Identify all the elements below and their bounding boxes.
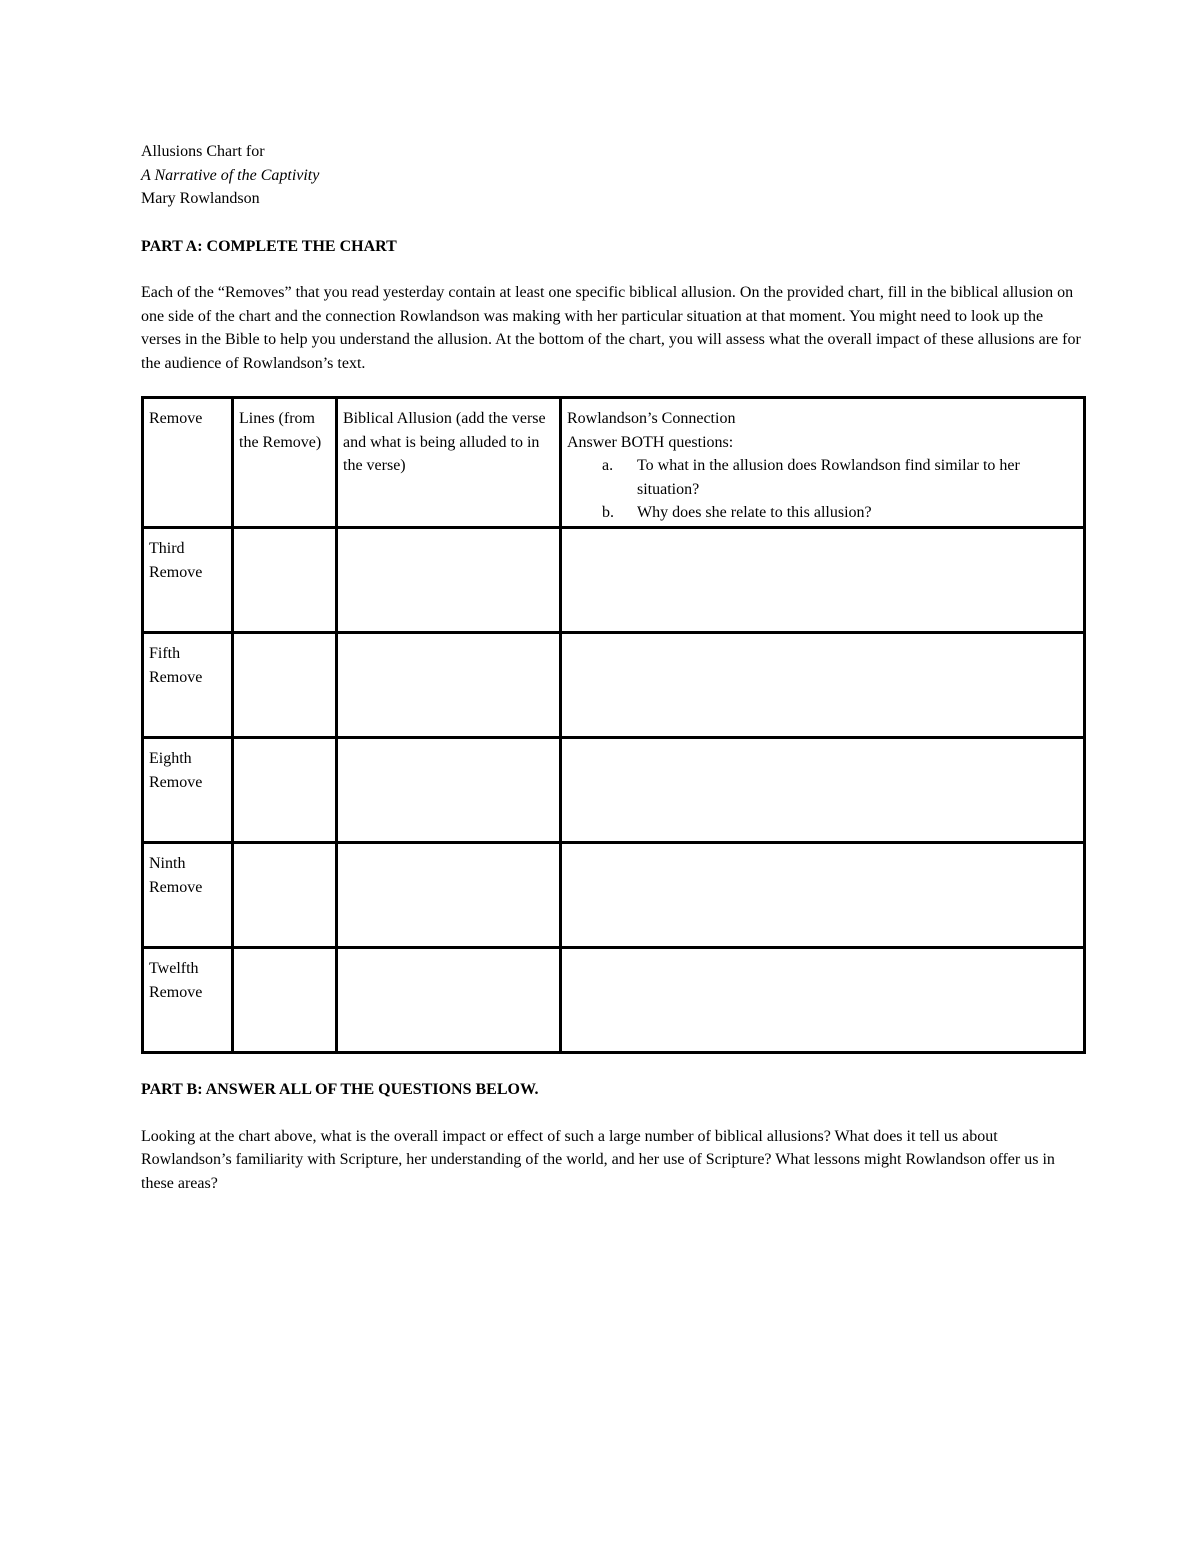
chart-row [143,528,1085,633]
allusion-cell[interactable] [337,738,561,843]
connection-cell[interactable] [561,843,1085,948]
header-biblical-allusion: Biblical Allusion (add the verse and what is being alluded to in the verse) [337,398,561,528]
lines-cell[interactable] [233,843,337,948]
chart-header-row [143,398,1085,528]
remove-label: Ninth Remove [143,843,233,948]
chart-row [143,948,1085,1053]
header-lines: Lines (from the Remove) [233,398,337,528]
connection-cell[interactable] [561,948,1085,1053]
chart-row [143,843,1085,948]
worksheet-title: Allusions Chart for [141,143,265,160]
connection-instruction: Answer BOTH questions: [567,433,734,451]
lines-cell[interactable] [233,528,337,633]
part-a-heading: PART A: COMPLETE THE CHART [141,237,397,255]
question-text: To what in the allusion does Rowlandson find similar to her situation? [637,457,1020,498]
header-connection [561,398,1085,528]
part-a-instructions: Each of the “Removes” that you read yesterday contain at least one specific biblical allusion. On the provided chart, fill in the biblical allusion on one side of the chart and the connection Rowlandson was making with her particular situation at that moment. You might need to look up the verses in the Bible to help you understand the allusion. At the bottom of the chart, you will assess what the overall impact of these allusions are for the audience of Rowlandson’s text. [141,284,1081,372]
allusion-cell[interactable] [337,948,561,1053]
connection-cell[interactable] [561,633,1085,738]
header-remove: Remove [143,398,233,528]
lines-cell[interactable] [233,948,337,1053]
allusion-cell[interactable] [337,528,561,633]
remove-label: Twelfth Remove [143,948,233,1053]
remove-label: Third Remove [143,528,233,633]
question-marker: a. [602,457,614,474]
chart-row [143,633,1085,738]
lines-cell[interactable] [233,738,337,843]
chart-row [143,738,1085,843]
allusions-chart [141,396,1086,1054]
connection-questions [567,454,1078,525]
connection-title: Rowlandson’s Connection [567,410,736,427]
connection-cell[interactable] [561,738,1085,843]
allusion-cell[interactable] [337,633,561,738]
lines-cell[interactable] [233,633,337,738]
remove-label: Fifth Remove [143,633,233,738]
author-name: Mary Rowlandson [141,190,260,207]
work-title: A Narrative of the Captivity [141,166,320,184]
allusion-cell[interactable] [337,843,561,948]
connection-cell[interactable] [561,528,1085,633]
worksheet-page [141,140,1083,1195]
question-item [567,454,1078,501]
part-b-heading: PART B: ANSWER ALL OF THE QUESTIONS BELOW. [141,1081,539,1098]
question-item [567,501,1078,525]
remove-label: Eighth Remove [143,738,233,843]
question-text: Why does she relate to this allusion? [637,504,872,521]
question-marker: b. [602,504,614,521]
part-b-question: Looking at the chart above, what is the overall impact or effect of such a large number of biblical allusions? What does it tell us about Rowlandson’s familiarity with Scripture, her understanding of the world, and her use of Scripture? What lessons might Rowlandson offer us in these areas? [141,1127,1055,1192]
